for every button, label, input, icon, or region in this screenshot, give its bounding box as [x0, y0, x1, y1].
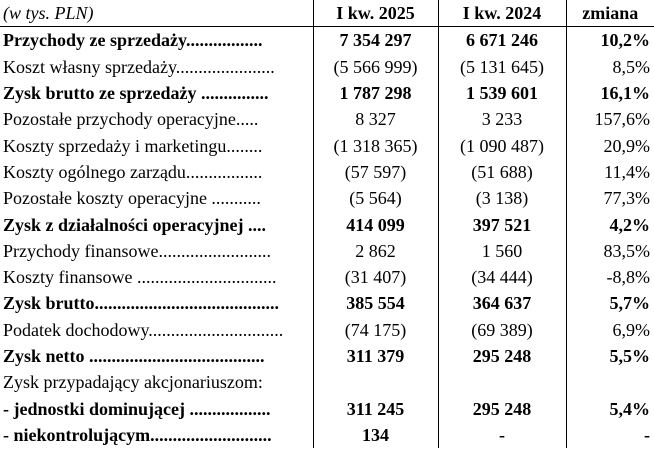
value-2025: (74 175)	[313, 317, 438, 343]
value-2024: 295 248	[438, 343, 566, 369]
header-row	[0, 0, 654, 27]
change-percent: 5,7%	[566, 290, 654, 316]
change-percent: 6,9%	[566, 317, 654, 343]
statement-body	[0, 27, 654, 448]
row-label: Koszty ogólnego zarządu.................	[3, 161, 263, 182]
table-row	[0, 264, 654, 290]
value-2025: 2 862	[313, 238, 438, 264]
value-2025: 8 327	[313, 106, 438, 132]
row-label: Pozostałe koszty operacyjne ...........	[3, 188, 261, 209]
row-label: Zysk brutto ze sprzedaży ...............	[3, 83, 269, 104]
value-2025: 414 099	[313, 211, 438, 237]
value-2025: 7 354 297	[313, 27, 438, 54]
change-percent: 10,2%	[566, 27, 654, 54]
table-row	[0, 132, 654, 158]
value-2024: (1 090 487)	[438, 132, 566, 158]
value-2025: 311 379	[313, 343, 438, 369]
table-row	[0, 343, 654, 369]
change-percent: 77,3%	[566, 185, 654, 211]
value-2024: 295 248	[438, 395, 566, 421]
row-label: Przychody ze sprzedaży.................	[3, 30, 263, 51]
value-2025: 385 554	[313, 290, 438, 316]
value-2024: (3 138)	[438, 185, 566, 211]
change-percent: 11,4%	[566, 159, 654, 185]
value-2024	[438, 369, 566, 395]
change-percent: 4,2%	[566, 211, 654, 237]
value-2025: (31 407)	[313, 264, 438, 290]
table-row	[0, 238, 654, 264]
value-2025: 311 245	[313, 395, 438, 421]
table-row	[0, 80, 654, 106]
table-row	[0, 106, 654, 132]
value-2024: 6 671 246	[438, 27, 566, 54]
value-2025: (5 566 999)	[313, 54, 438, 80]
value-2025: (57 597)	[313, 159, 438, 185]
table-row	[0, 159, 654, 185]
row-label: Zysk brutto.........................................	[3, 293, 280, 314]
table-row	[0, 369, 654, 395]
row-label: - niekontrolującym...........................	[3, 424, 272, 445]
row-label: Koszty finansowe ...............................	[3, 267, 277, 288]
row-label: Zysk przypadający akcjonariuszom:	[3, 372, 263, 393]
table-row	[0, 185, 654, 211]
value-2025: (5 564)	[313, 185, 438, 211]
value-2025: (1 318 365)	[313, 132, 438, 158]
change-percent: 5,5%	[566, 343, 654, 369]
change-percent: 83,5%	[566, 238, 654, 264]
value-2024: 364 637	[438, 290, 566, 316]
row-label: Zysk netto .......................................	[3, 346, 265, 366]
col-header-2025: I kw. 2025	[313, 0, 438, 27]
table-row	[0, 317, 654, 343]
table-row	[0, 290, 654, 316]
row-label: Podatek dochodowy..............................	[3, 319, 284, 340]
change-percent: 8,5%	[566, 54, 654, 80]
table-row	[0, 395, 654, 421]
change-percent: -8,8%	[566, 264, 654, 290]
row-label: Zysk z działalności operacyjnej ....	[3, 214, 266, 235]
change-percent: 16,1%	[566, 80, 654, 106]
table-row	[0, 211, 654, 237]
change-percent: -	[566, 422, 654, 448]
row-label: Pozostałe przychody operacyjne.....	[3, 109, 259, 130]
value-2025: 1 787 298	[313, 80, 438, 106]
value-2024: 1 539 601	[438, 80, 566, 106]
table-row	[0, 422, 654, 448]
value-2024: (69 389)	[438, 317, 566, 343]
value-2025: 134	[313, 422, 438, 448]
col-header-change: zmiana	[566, 0, 654, 27]
table-row	[0, 27, 654, 54]
value-2024: 3 233	[438, 106, 566, 132]
value-2025	[313, 369, 438, 395]
value-2024: (51 688)	[438, 159, 566, 185]
change-percent: 5,4%	[566, 395, 654, 421]
table-row	[0, 54, 654, 80]
value-2024: -	[438, 422, 566, 448]
row-label: Koszty sprzedaży i marketingu........	[3, 135, 263, 156]
change-percent: 20,9%	[566, 132, 654, 158]
unit-label: (w tys. PLN)	[0, 0, 313, 27]
value-2024: 1 560	[438, 238, 566, 264]
row-label: - jednostki dominującej ..................	[3, 398, 271, 419]
row-label: Koszt własny sprzedaży......................	[3, 56, 275, 77]
change-percent: 157,6%	[566, 106, 654, 132]
col-header-2024: I kw. 2024	[438, 0, 566, 27]
value-2024: (34 444)	[438, 264, 566, 290]
row-label: Przychody finansowe.........................	[3, 240, 271, 261]
value-2024: 397 521	[438, 211, 566, 237]
change-percent	[566, 369, 654, 395]
value-2024: (5 131 645)	[438, 54, 566, 80]
